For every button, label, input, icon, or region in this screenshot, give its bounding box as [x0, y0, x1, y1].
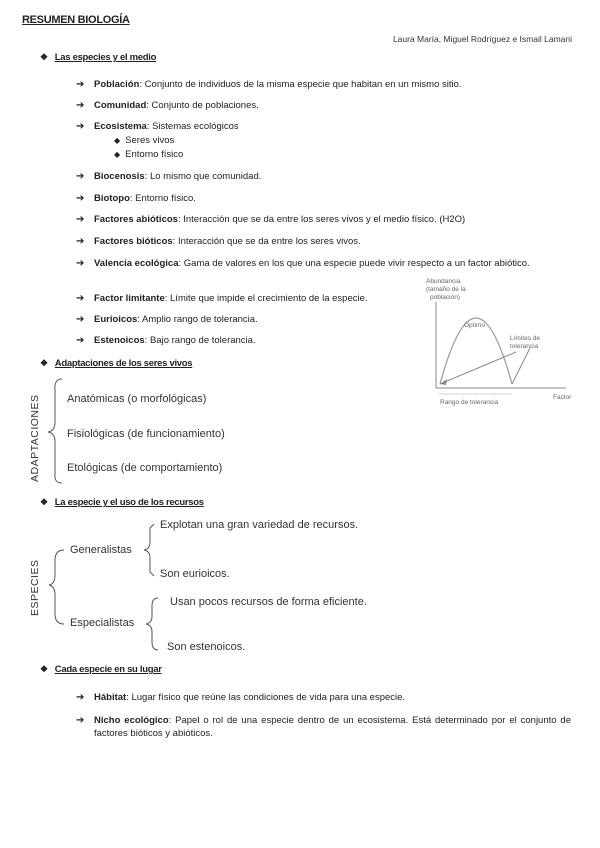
arrow-icon: ➔ — [76, 715, 85, 726]
definition: : Sistemas ecológicos — [146, 121, 239, 132]
especialistas-item: Son estenoicos. — [167, 641, 246, 653]
graph-ylabel-line: Abundancia — [426, 278, 461, 285]
arrow-icon: ➔ — [76, 79, 85, 90]
adaptacion-item: Fisiológicas (de funcionamiento) — [67, 428, 225, 440]
sub-item — [114, 149, 183, 162]
section-title: Adaptaciones de los seres vivos — [54, 358, 193, 369]
diamond-icon: ❖ — [40, 497, 48, 507]
arrow-icon: ➔ — [76, 171, 85, 182]
definition: : Gama de valores en los que una especie puede vivir respecto a un factor abiótico. — [178, 258, 530, 269]
graph-limits-label: Límites de — [510, 335, 540, 342]
generalistas-item: Son eurioicos. — [160, 568, 230, 580]
definition: : Lugar físico que reúne las condiciones de vida para una especie. — [126, 692, 406, 703]
arrow-icon: ➔ — [76, 692, 85, 703]
section-title: Cada especie en su lugar — [54, 664, 162, 675]
sub-item-text: Seres vivos — [125, 135, 175, 146]
adaptacion-item: Anatómicas (o morfológicas) — [67, 393, 207, 405]
term: Nicho ecológico — [94, 715, 169, 726]
arrow-icon: ➔ — [76, 314, 85, 325]
especialistas-label: Especialistas — [70, 617, 135, 629]
term: Biocenosis — [94, 171, 145, 182]
term-item — [76, 192, 571, 205]
term-item — [76, 257, 571, 270]
section-heading-2 — [40, 358, 192, 369]
term: Población — [94, 79, 140, 90]
graph-ylabel-line: población) — [430, 294, 460, 301]
definition: : Lo mismo que comunidad. — [144, 171, 262, 182]
term: Comunidad — [94, 100, 147, 111]
generalistas-brace — [142, 516, 162, 582]
term-item — [76, 691, 571, 704]
term: Factores abióticos — [94, 214, 178, 225]
generalistas-item: Explotan una gran variedad de recursos. — [160, 519, 359, 531]
term-item — [76, 235, 571, 248]
adaptacion-item: Etológicas (de comportamiento) — [67, 462, 223, 474]
diamond-icon: ❖ — [40, 358, 48, 368]
term: Hábitat — [94, 692, 127, 703]
definition: : Interacción que se da entre los seres vivos y el medio físico. (H2O) — [177, 214, 466, 225]
section-heading-1 — [40, 52, 156, 63]
definition: : Entorno físico. — [129, 193, 196, 204]
graph-xlabel: Factor — [553, 394, 572, 401]
term-item — [76, 313, 421, 326]
section-heading-3 — [40, 497, 204, 508]
especialistas-item: Usan pocos recursos de forma eficiente. — [170, 596, 367, 608]
term: Factores bióticos — [94, 236, 173, 247]
term: Ecosistema — [94, 121, 147, 132]
definition: : Bajo rango de tolerancia. — [144, 335, 256, 346]
term-item — [76, 78, 571, 91]
definition: : Papel o rol de una especie dentro de un ecosistema. Está determinado por el conjunto de factores bióticos y abióticos. — [94, 715, 571, 739]
term: Estenoicos — [94, 335, 145, 346]
definition: : Interacción que se da entre los seres vivos. — [172, 236, 361, 247]
definition: : Límite que impide el crecimiento de la especie. — [164, 293, 368, 304]
graph-range-label: Rango de tolerancia — [440, 399, 499, 406]
term-item — [76, 334, 421, 347]
graph-range-line — [440, 352, 516, 384]
arrow-icon: ➔ — [76, 335, 85, 346]
tolerance-graph — [420, 272, 580, 410]
section-title: La especie y el uso de los recursos — [54, 497, 204, 508]
term-item — [76, 213, 571, 226]
term-item — [76, 292, 421, 305]
arrow-icon: ➔ — [76, 214, 85, 225]
especies-brace — [46, 540, 68, 630]
arrow-icon: ➔ — [76, 100, 85, 111]
arrow-icon: ➔ — [76, 293, 85, 304]
definition: : Conjunto de individuos de la misma especie que habitan en un mismo sitio. — [139, 79, 462, 90]
arrow-icon: ➔ — [76, 121, 85, 132]
bullet-icon: ◆ — [114, 150, 121, 159]
section-title: Las especies y el medio — [54, 52, 157, 63]
term-item — [76, 120, 571, 133]
term: Factor limitante — [94, 293, 165, 304]
graph-limit-line — [512, 348, 530, 384]
sub-item — [114, 135, 174, 148]
generalistas-label: Generalistas — [70, 544, 132, 556]
term: Valencia ecológica — [94, 258, 179, 269]
especialistas-brace — [144, 592, 164, 656]
arrow-icon: ➔ — [76, 193, 85, 204]
definition: : Conjunto de poblaciones. — [146, 100, 259, 111]
term-item — [76, 714, 571, 740]
term-item — [76, 170, 571, 183]
bullet-icon: ◆ — [114, 136, 121, 145]
graph-optimum-label: Óptimo — [464, 322, 485, 329]
diamond-icon: ❖ — [40, 52, 48, 62]
especies-label: ESPECIES — [29, 559, 41, 616]
term-item — [76, 99, 571, 112]
definition: : Amplio rango de tolerancia. — [137, 314, 258, 325]
page-title: RESUMEN BIOLOGÍA — [22, 14, 130, 26]
sub-item-text: Entorno físico — [125, 149, 184, 160]
adaptaciones-brace — [46, 376, 68, 486]
graph-limits-label: tolerancia — [510, 343, 539, 350]
arrow-icon: ➔ — [76, 236, 85, 247]
term: Eurioicos — [94, 314, 138, 325]
graph-ylabel-line: (tamaño de la — [426, 286, 466, 293]
arrow-icon: ➔ — [76, 258, 85, 269]
term: Biotopo — [94, 193, 130, 204]
diamond-icon: ❖ — [40, 664, 48, 674]
authors: Laura María, Miguel Rodríguez e Ismail Lamani — [392, 34, 572, 44]
section-heading-4 — [40, 664, 162, 675]
adaptaciones-label: ADAPTACIONES — [29, 394, 41, 482]
